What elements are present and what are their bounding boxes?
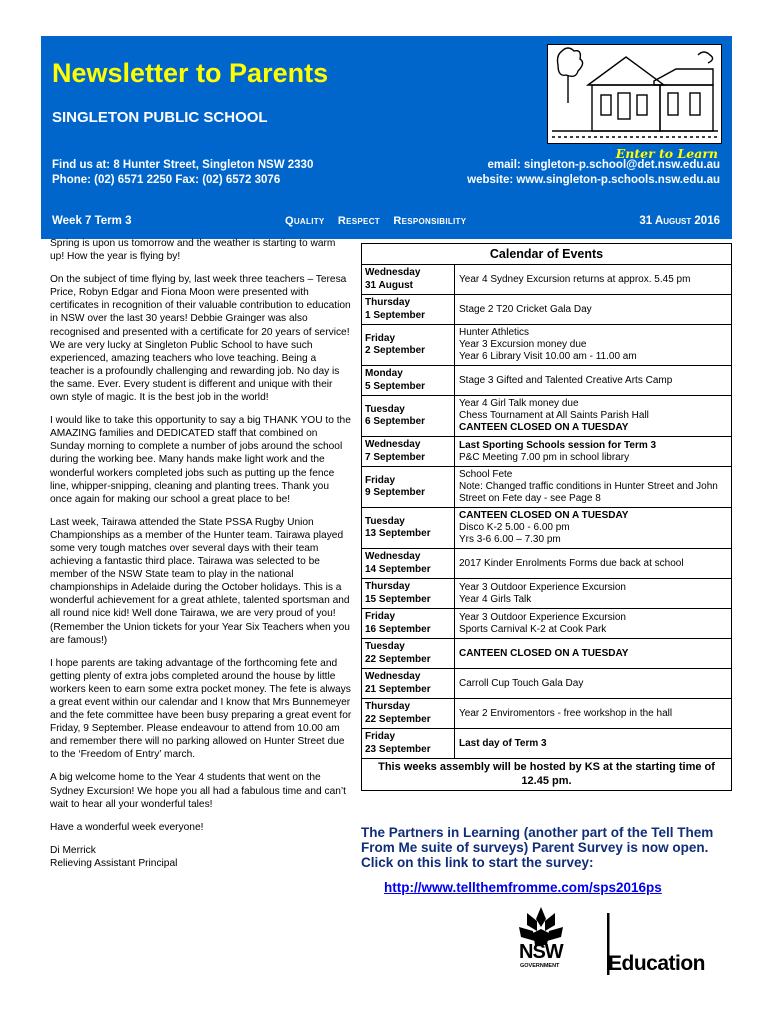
calendar-event: Year 2 Enviromentors - free workshop in the hall (459, 707, 673, 719)
calendar-event: Year 4 Girl Talk money due (459, 398, 579, 409)
calendar-of-events (361, 243, 732, 791)
letter-paragraph: Spring is upon us tomorrow and the weather is starting to warm up! How the year is flying by! (50, 238, 336, 263)
nsw-wordmark: NSW (519, 941, 563, 963)
calendar-row (362, 366, 731, 396)
calendar-day (362, 669, 455, 698)
calendar-events (455, 508, 731, 548)
school-building-image (547, 44, 722, 144)
website-line[interactable]: website: www.singleton-p.schools.nsw.edu.au (467, 174, 720, 186)
calendar-weekday: Friday (365, 474, 396, 486)
calendar-day (362, 467, 455, 507)
calendar-date: 31 August (365, 279, 413, 291)
calendar-day (362, 366, 455, 395)
school-name: SINGLETON PUBLIC SCHOOL (52, 109, 268, 126)
issue-date: 31 August 2016 (639, 215, 720, 227)
school-values (285, 215, 476, 227)
calendar-date: 23 September (365, 743, 431, 755)
calendar-events (455, 729, 731, 758)
calendar-event: P&C Meeting 7.00 pm in school library (459, 451, 630, 463)
calendar-event: Last Sporting Schools session for Term 3 (459, 439, 657, 451)
calendar-event: Year 3 Excursion money due (459, 339, 587, 350)
calendar-day (362, 295, 455, 324)
address-line: Find us at: 8 Hunter Street, Singleton NSW 2330 (52, 159, 314, 171)
newsletter-title: Newsletter to Parents (52, 58, 329, 88)
calendar-weekday: Wednesday (365, 671, 421, 682)
calendar-date: 6 September (365, 416, 426, 427)
calendar-date: 13 September (365, 528, 431, 539)
calendar-events (455, 549, 731, 578)
calendar-date: 5 September (365, 380, 426, 392)
survey-link[interactable]: http://www.tellthemfromme.com/sps2016ps (384, 880, 662, 895)
calendar-event: CANTEEN CLOSED ON A TUESDAY (459, 510, 629, 521)
calendar-event: Carroll Cup Touch Gala Day (459, 677, 584, 689)
principal-letter (50, 237, 352, 870)
calendar-row (362, 467, 731, 508)
calendar-events (455, 295, 731, 324)
calendar-day (362, 396, 455, 436)
nsw-education-logo (519, 905, 729, 980)
calendar-row (362, 396, 731, 437)
calendar-event: Year 4 Girls Talk (459, 593, 532, 605)
calendar-date: 16 September (365, 623, 431, 635)
calendar-events (455, 437, 731, 466)
calendar-weekday: Wednesday (365, 439, 421, 450)
calendar-row (362, 508, 731, 549)
calendar-row (362, 579, 731, 609)
calendar-events (455, 396, 731, 436)
government-wordmark: GOVERNMENT (520, 963, 560, 969)
education-wordmark: Education (608, 952, 706, 975)
letter-paragraph: I hope parents are taking advantage of the forthcoming fete and getting plenty of extra jobs completed around the house by little workers keen to earn some extra pocket money. The fete is always a great event within our calendar and I know that Mrs Bunnemeyer and the fete committee have been busy preparing a great event for Friday, 9 September. Please endeavour to attend from 10.00 am and remember there will no parking allowed on Hunter Street due to the ‘Freedom of Entry’ march. (50, 657, 352, 761)
calendar-date: 21 September (365, 683, 431, 695)
calendar-event: Stage 3 Gifted and Talented Creative Arts Camp (459, 374, 673, 386)
phone-line: Phone: (02) 6571 2250 Fax: (02) 6572 3076 (52, 174, 281, 186)
calendar-row (362, 265, 731, 295)
calendar-row (362, 295, 731, 325)
calendar-row (362, 437, 731, 467)
calendar-weekday: Wednesday (365, 551, 421, 562)
calendar-date: 22 September (365, 653, 431, 665)
calendar-event: Chess Tournament at All Saints Parish Hall (459, 410, 649, 421)
calendar-day (362, 699, 455, 728)
calendar-row (362, 729, 731, 759)
calendar-row (362, 699, 731, 729)
calendar-day (362, 508, 455, 548)
calendar-events (455, 366, 731, 395)
calendar-date: 14 September (365, 563, 431, 575)
calendar-event: Disco K-2 5.00 - 6.00 pm (459, 522, 570, 533)
calendar-event: Year 6 Library Visit 10.00 am - 11.00 am (459, 351, 637, 362)
calendar-event: Yrs 3-6 6.00 – 7.30 pm (459, 534, 561, 545)
calendar-event: School Fete (459, 469, 513, 480)
calendar-day (362, 265, 455, 294)
calendar-weekday: Tuesday (365, 403, 405, 415)
calendar-date: 7 September (365, 451, 426, 463)
calendar-event: Last day of Term 3 (459, 737, 547, 749)
calendar-date: 22 September (365, 713, 431, 725)
email-line[interactable]: email: singleton-p.school@det.nsw.edu.au (487, 159, 720, 171)
calendar-day (362, 325, 455, 365)
letter-paragraph: I would like to take this opportunity to say a big THANK YOU to the AMAZING families and DEDICATED staff that combined on Sunday morning to complete a number of jobs around the school during the working bee. Many hands make light work and the wonderful workers completed jobs such as putting up the fence line, whipper-snipping, cleaning and planting trees. Thank you once again for making our school a great place to be! (50, 415, 351, 505)
school-building-drawing (548, 45, 723, 145)
letter-paragraph: Have a wonderful week everyone! (50, 821, 204, 833)
calendar-day (362, 549, 455, 578)
calendar-event: CANTEEN CLOSED ON A TUESDAY (459, 647, 629, 659)
enter-to-learn-motto: Enter to Learn (615, 146, 718, 161)
calendar-row (362, 609, 731, 639)
calendar-events (455, 669, 731, 698)
calendar-events (455, 579, 731, 608)
calendar-row (362, 669, 731, 699)
calendar-events (455, 325, 731, 365)
calendar-events (455, 609, 731, 638)
calendar-date: 1 September (365, 309, 426, 321)
calendar-weekday: Thursday (365, 581, 411, 592)
calendar-date: 15 September (365, 593, 431, 605)
calendar-event: Year 4 Sydney Excursion returns at approx. 5.45 pm (459, 273, 691, 285)
calendar-event: Note: Changed traffic conditions in Hunter Street and John Street on Fete day - see Page 8 (459, 481, 718, 504)
calendar-weekday: Monday (365, 368, 403, 379)
signature-name: Di Merrick (50, 844, 96, 856)
calendar-event: 2017 Kinder Enrolments Forms due back at school (459, 557, 684, 569)
calendar-weekday: Wednesday (365, 267, 421, 278)
survey-announcement: The Partners in Learning (another part of the Tell Them From Me suite of surveys) Parent Survey is now open. Click on this link to start the survey: (361, 825, 714, 870)
calendar-weekday: Tuesday (365, 515, 405, 527)
calendar-day (362, 729, 455, 758)
calendar-weekday: Tuesday (365, 641, 405, 652)
calendar-event: Stage 2 T20 Cricket Gala Day (459, 303, 592, 315)
calendar-events (455, 639, 731, 668)
calendar-event: Year 3 Outdoor Experience Excursion (459, 611, 626, 623)
letter-paragraph: Last week, Tairawa attended the State PSSA Rugby Union Championships as a member of the Hunter team. Tairawa played some very tough matches over several days with their team achieving a fantastic third place. Tairawa was selected to be member of the NSW State team to play in the national championships in Adelaide during the October holidays. This is a wonderful achievement for a great athlete, talented sportsman and all round nice kid! Well done Tairawa, we are very proud of you! (Remember the Union tickets for your Year Six Teachers when you are famous!) (50, 516, 350, 646)
week-term: Week 7 Term 3 (52, 215, 132, 227)
assembly-note: This weeks assembly will be hosted by KS at the starting time of 12.45 pm. (378, 761, 715, 787)
calendar-day (362, 579, 455, 608)
value-respect: Respect (337, 215, 380, 227)
calendar-day (362, 609, 455, 638)
signature-title: Relieving Assistant Principal (50, 857, 178, 869)
calendar-event: Hunter Athletics (459, 327, 530, 338)
calendar-row (362, 549, 731, 579)
calendar-event: CANTEEN CLOSED ON A TUESDAY (459, 422, 629, 433)
letter-paragraph: A big welcome home to the Year 4 students that went on the Sydney Excursion! We hope you all had a fabulous time and can’t wait to hear all your wonderful tales! (50, 772, 346, 810)
calendar-weekday: Friday (365, 731, 396, 742)
calendar-row (362, 639, 731, 669)
letter-paragraph: On the subject of time flying by, last week three teachers – Teresa Price, Robyn Edgar and Fiona Moon were presented with certificates in recognition of their valuable contribution to education in NSW over the last 30 years! Debbie Grainger was also recognised and presented with a certificate for 20 years of service! We are very lucky at Singleton Public School to have such experienced, amazing teachers who love teaching. Being a teacher is a profoundly challenging and rewarding job. No day is the same. Ever. Every student is different and unique with their own style of magic. It is the best job in the world! (50, 274, 351, 404)
calendar-weekday: Friday (365, 611, 396, 622)
calendar-date: 2 September (365, 345, 426, 356)
calendar-event: Year 3 Outdoor Experience Excursion (459, 581, 626, 593)
contact-left (52, 158, 313, 188)
contact-right (467, 158, 720, 188)
calendar-weekday: Friday (365, 332, 396, 344)
calendar-weekday: Thursday (365, 701, 411, 712)
calendar-rows (362, 265, 731, 759)
calendar-row (362, 325, 731, 366)
newsletter-banner (41, 36, 732, 239)
calendar-title: Calendar of Events (362, 244, 731, 265)
calendar-weekday: Thursday (365, 297, 411, 308)
calendar-events (455, 467, 731, 507)
calendar-day (362, 639, 455, 668)
calendar-events (455, 699, 731, 728)
value-responsibility: Responsibility (393, 215, 467, 227)
calendar-event: Sports Carnival K-2 at Cook Park (459, 623, 607, 635)
calendar-events (455, 265, 731, 294)
value-quality: Quality (285, 215, 325, 227)
calendar-day (362, 437, 455, 466)
calendar-date: 9 September (365, 487, 426, 498)
